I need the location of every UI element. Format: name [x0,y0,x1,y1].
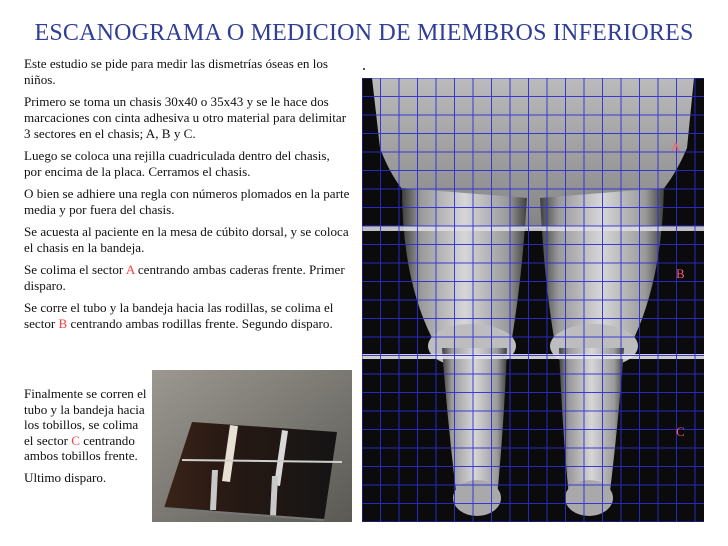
sector-label-a: A [671,139,681,154]
paragraph-last-shot: Ultimo disparo. [24,469,107,485]
xray-image [362,78,704,522]
instructions-text [24,56,350,338]
sector-b-highlight: B [58,316,68,331]
paragraph-patient: Se acuesta al paciente en la mesa de cúbito dorsal, y se coloca el chasis en la bandeja. [24,224,349,255]
paragraph-intro: Este estudio se pide para medir las dismetrías óseas en los niños. [24,56,328,87]
chasis-photo-image [152,370,352,522]
slide-title: ESCANOGRAMA O MEDICION DE MIEMBROS INFERIORES [34,20,694,46]
chasis-photo [152,370,352,522]
paragraph-sector-a [24,262,350,294]
sector-c-highlight: C [71,432,80,448]
scanogram-xray [362,78,704,522]
paragraph-ruler: O bien se adhiere una regla con números plomados en la parte media y por fuera del chasis. [24,186,350,217]
sector-a-text-after: centrando ambas caderas frente. Primer disparo. [24,262,345,293]
final-instructions [24,386,148,491]
sector-b-text-before: Se corre el tubo y la bandeja hacia las rodillas, se colima el sector [24,300,334,331]
sector-label-c: C [676,424,685,439]
sector-a-text-before: Se colima el sector [24,262,126,277]
sector-b-text-after: centrando ambas rodillas frente. Segundo disparo. [67,316,333,331]
paragraph-sector-c [24,386,148,464]
sector-c-text-after: centrando ambos tobillos frente. [24,432,138,463]
paragraph-sector-b [24,300,350,332]
sector-label-b: B [676,266,685,281]
corner-mark [363,68,365,70]
sector-a-highlight: A [125,262,135,277]
sector-c-text-before: Finalmente se corren el tubo y la bandeja hacia los tobillos, se colima el sector [24,386,147,448]
paragraph-grid: Luego se coloca una rejilla cuadriculada dentro del chasis, por encima de la placa. Cerramos el chasis. [24,148,330,179]
paragraph-chasis: Primero se toma un chasis 30x40 o 35x43 y se le hace dos marcaciones con cinta adhesiva u otro material para delimitar 3 sectores en el chasis; A, B y C. [24,94,347,141]
